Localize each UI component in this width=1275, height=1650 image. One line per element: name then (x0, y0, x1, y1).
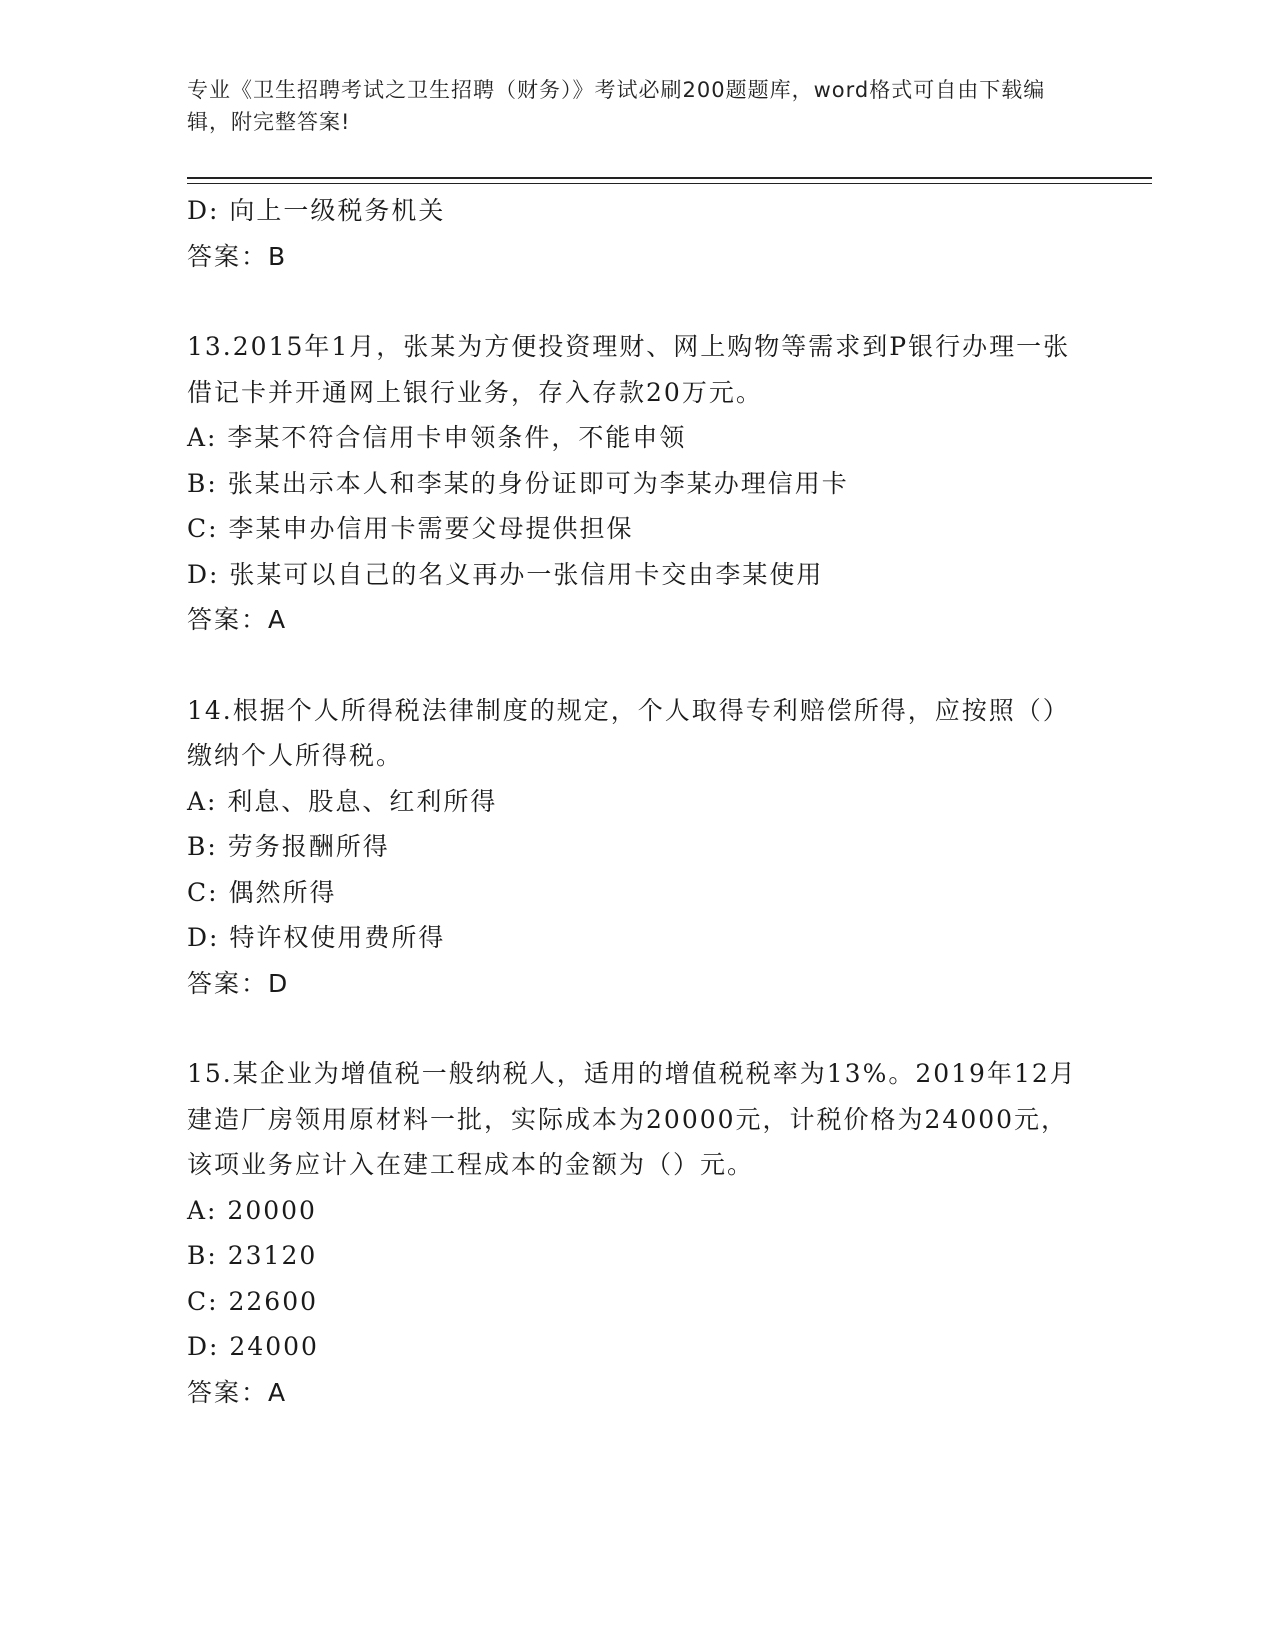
header-divider-thick (187, 177, 1152, 179)
option-d: D: 向上一级税务机关 (187, 196, 446, 225)
answer-line: 答案：A (187, 1377, 288, 1407)
option-a: A: 李某不符合信用卡申领条件，不能申领 (187, 423, 687, 452)
option-a: A: 20000 (187, 1195, 317, 1225)
option-b: B: 劳务报酬所得 (187, 832, 390, 861)
option-c: C: 22600 (187, 1286, 319, 1316)
question-15 (187, 1051, 1087, 1415)
previous-question-tail (187, 188, 1087, 279)
option-d: D: 24000 (187, 1332, 319, 1361)
header-divider-thin (187, 183, 1152, 184)
question-stem: 14.根据个人所得税法律制度的规定，个人取得专利赔偿所得，应按照（）缴纳个人所得税。 (187, 695, 1070, 770)
option-d: D: 特许权使用费所得 (187, 923, 446, 952)
question-14 (187, 688, 1087, 1007)
document-header (187, 74, 1067, 138)
option-c: C: 李某申办信用卡需要父母提供担保 (187, 514, 634, 543)
header-text: 专业《卫生招聘考试之卫生招聘（财务）》考试必刷200题题库，word格式可自由下载编辑，附完整答案! (187, 78, 1046, 134)
question-spacer (187, 643, 1087, 688)
question-spacer (187, 279, 1087, 324)
question-stem: 13.2015年1月，张某为方便投资理财、网上购物等需求到P银行办理一张借记卡并开通网上银行业务，存入存款20万元。 (187, 332, 1071, 407)
answer-line: 答案：A (187, 605, 288, 634)
answer-line: 答案：D (187, 968, 290, 998)
option-b: B: 张某出示本人和李某的身份证即可为李某办理信用卡 (187, 468, 849, 498)
option-d: D: 张某可以自己的名义再办一张信用卡交由李某使用 (187, 559, 824, 589)
question-13 (187, 324, 1087, 643)
option-b: B: 23120 (187, 1241, 318, 1270)
option-c: C: 偶然所得 (187, 877, 337, 907)
option-a: A: 利息、股息、红利所得 (187, 786, 498, 816)
answer-line: 答案：B (187, 241, 288, 271)
question-stem: 15.某企业为增值税一般纳税人，适用的增值税税率为13%。2019年12月建造厂房领用原材料一批，实际成本为20000元，计税价格为24000元，该项业务应计入在建工程成本的金额为（）元。 (187, 1059, 1077, 1179)
question-spacer (187, 1006, 1087, 1051)
question-list (187, 188, 1087, 1415)
